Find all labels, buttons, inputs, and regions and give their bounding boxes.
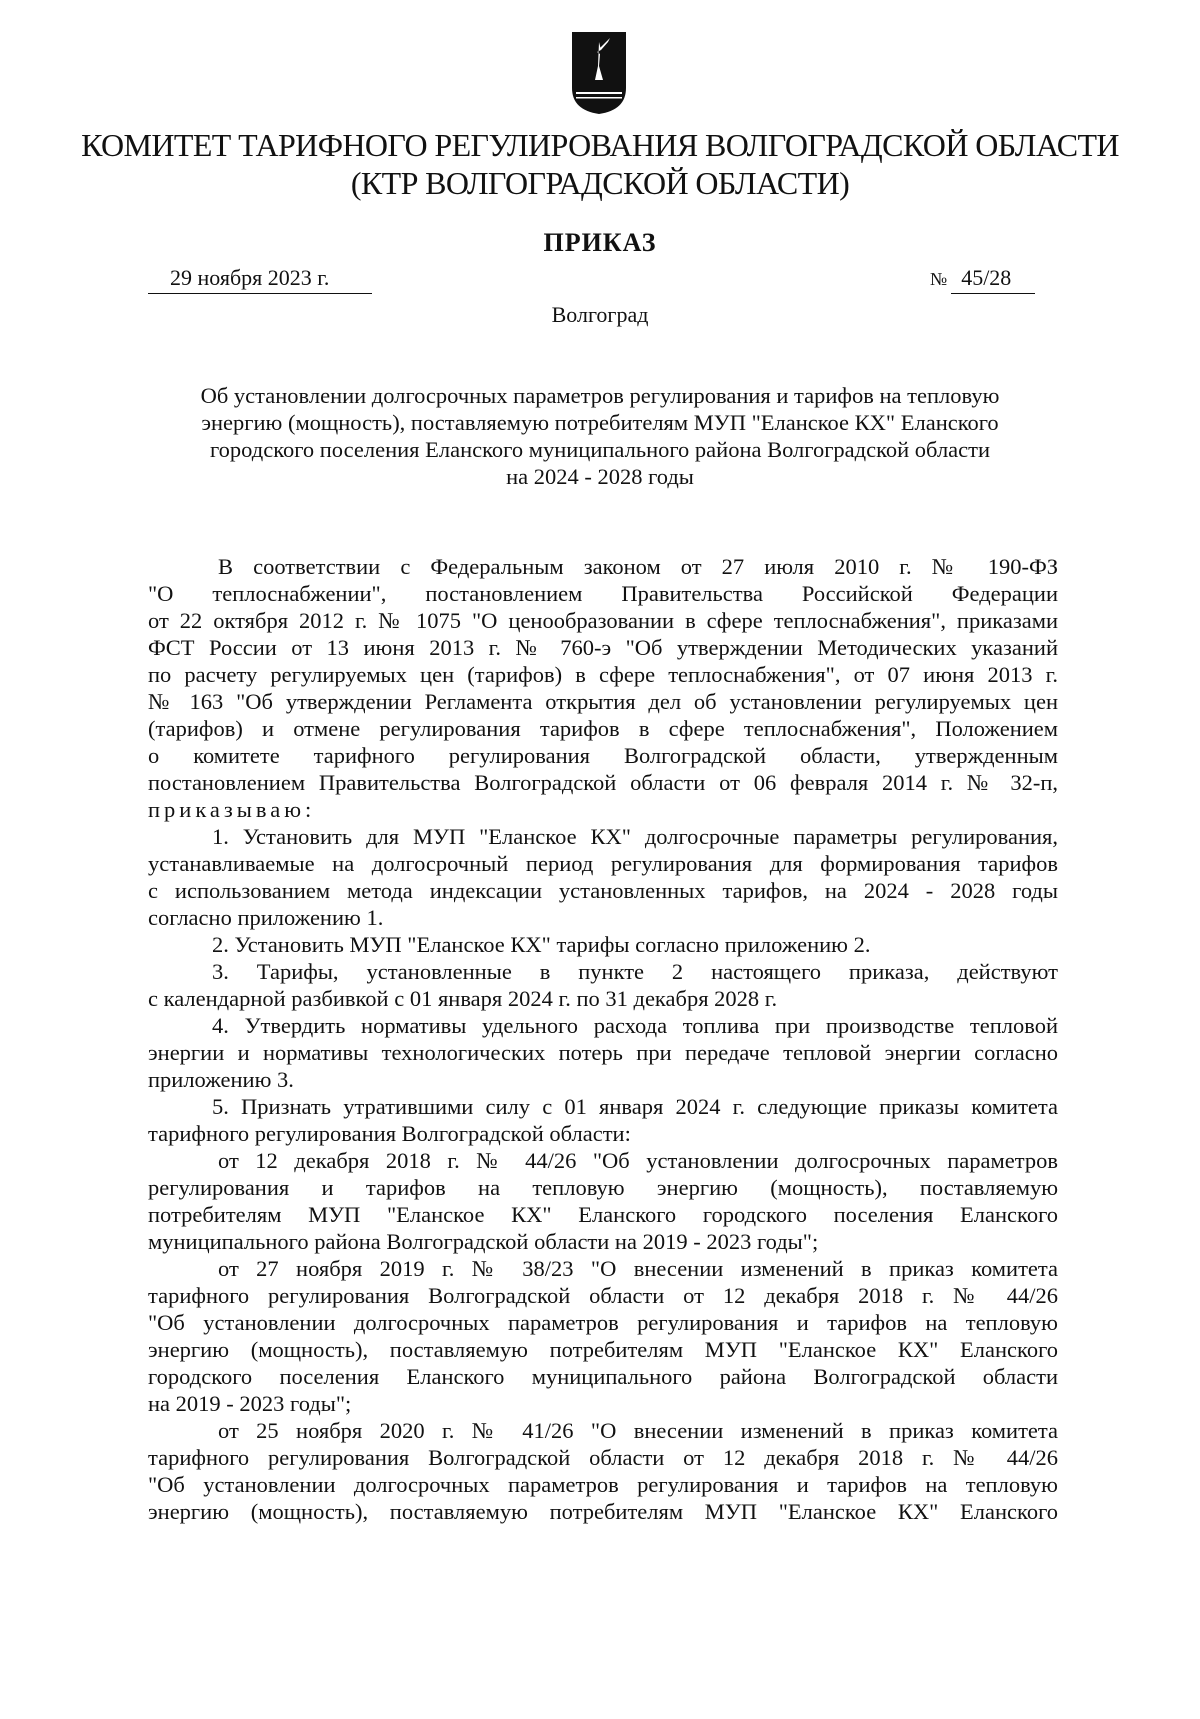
sub3-line: энергию (мощность), поставляемую потребителям МУП "Еланское КХ" Еланского bbox=[148, 1499, 1058, 1524]
order-number: 45/28 bbox=[951, 265, 1035, 294]
order-body bbox=[148, 553, 1058, 1525]
order-city: Волгоград bbox=[551, 302, 649, 327]
preamble-line: от 22 октября 2012 г. № 1075 "О ценообразовании в сфере теплоснабжения", приказами bbox=[148, 608, 1058, 633]
title-line: на 2024 - 2028 годы bbox=[506, 464, 694, 489]
preamble-line: В соответствии с Федеральным законом от 27 июля 2010 г. № 190-ФЗ bbox=[218, 554, 1058, 579]
title-line: энергию (мощность), поставляемую потребителям МУП "Еланское КХ" Еланского bbox=[201, 410, 999, 435]
item5-line: тарифного регулирования Волгоградской области: bbox=[148, 1121, 631, 1146]
sub2-line: от 27 ноября 2019 г. № 38/23 "О внесении изменений в приказ комитета bbox=[218, 1256, 1058, 1281]
order-date: 29 ноября 2023 г. bbox=[148, 265, 372, 294]
sub2-line: "Об установлении долгосрочных параметров регулирования и тарифов на тепловую bbox=[148, 1310, 1058, 1335]
item3-line: 3. Тарифы, установленные в пункте 2 настоящего приказа, действуют bbox=[212, 959, 1058, 984]
item1-line: с использованием метода индексации установленных тарифов, на 2024 - 2028 годы bbox=[148, 878, 1058, 903]
sub1-line: регулирования и тарифов на тепловую энергию (мощность), поставляемую bbox=[148, 1175, 1058, 1200]
preamble-line: № 163 "Об утверждении Регламента открытия дел об установлении регулируемых цен bbox=[148, 689, 1058, 714]
item3-line: с календарной разбивкой с 01 января 2024 г. по 31 декабря 2028 г. bbox=[148, 986, 778, 1011]
number-sign: № bbox=[930, 269, 948, 289]
preamble-line: "О теплоснабжении", постановлением Правительства Российской Федерации bbox=[148, 581, 1058, 606]
item1-line: согласно приложению 1. bbox=[148, 905, 384, 930]
sub3-line: от 25 ноября 2020 г. № 41/26 "О внесении изменений в приказ комитета bbox=[218, 1418, 1058, 1443]
volgograd-coat-of-arms-icon bbox=[570, 30, 628, 116]
item1-line: устанавливаемые на долгосрочный период регулирования для формирования тарифов bbox=[148, 851, 1058, 876]
sub2-line: тарифного регулирования Волгоградской области от 12 декабря 2018 г. № 44/26 bbox=[148, 1283, 1058, 1308]
item2-line: 2. Установить МУП "Еланское КХ" тарифы согласно приложению 2. bbox=[212, 932, 871, 957]
sub1-line: от 12 декабря 2018 г. № 44/26 "Об установлении долгосрочных параметров bbox=[218, 1148, 1058, 1173]
order-title bbox=[150, 382, 1050, 490]
preamble-line: по расчету регулируемых цен (тарифов) в сфере теплоснабжения", от 07 июня 2013 г. bbox=[148, 662, 1058, 687]
preamble-line: постановлением Правительства Волгоградской области от 06 февраля 2014 г. № 32-п, bbox=[148, 770, 1058, 795]
sub2-line: городского поселения Еланского муниципального района Волгоградской области bbox=[148, 1364, 1058, 1389]
document-type: ПРИКАЗ bbox=[543, 228, 657, 257]
sub2-line: на 2019 - 2023 годы"; bbox=[148, 1391, 352, 1416]
sub1-line: муниципального района Волгоградской области на 2019 - 2023 годы"; bbox=[148, 1229, 819, 1254]
sub3-line: тарифного регулирования Волгоградской области от 12 декабря 2018 г. № 44/26 bbox=[148, 1445, 1058, 1470]
order-number-block bbox=[930, 265, 1035, 294]
item4-line: приложению 3. bbox=[148, 1067, 294, 1092]
sub3-line: "Об установлении долгосрочных параметров регулирования и тарифов на тепловую bbox=[148, 1472, 1058, 1497]
order-word: приказываю: bbox=[148, 797, 316, 822]
preamble-line: (тарифов) и отмене регулирования тарифов в сфере теплоснабжения", Положением bbox=[148, 716, 1058, 741]
org-name-line1: КОМИТЕТ ТАРИФНОГО РЕГУЛИРОВАНИЯ ВОЛГОГРАДСКОЙ ОБЛАСТИ bbox=[81, 127, 1119, 163]
org-name-line2: (КТР ВОЛГОГРАДСКОЙ ОБЛАСТИ) bbox=[350, 165, 850, 201]
item5-line: 5. Признать утратившими силу с 01 января 2024 г. следующие приказы комитета bbox=[212, 1094, 1058, 1119]
title-line: Об установлении долгосрочных параметров регулирования и тарифов на тепловую bbox=[200, 383, 1000, 408]
sub1-line: потребителям МУП "Еланское КХ" Еланского городского поселения Еланского bbox=[148, 1202, 1058, 1227]
preamble-line: о комитете тарифного регулирования Волгоградской области, утвержденным bbox=[148, 743, 1058, 768]
item4-line: 4. Утвердить нормативы удельного расхода топлива при производстве тепловой bbox=[212, 1013, 1058, 1038]
title-line: городского поселения Еланского муниципального района Волгоградской области bbox=[209, 437, 991, 462]
item4-line: энергии и нормативы технологических потерь при передаче тепловой энергии согласно bbox=[148, 1040, 1058, 1065]
item1-line: 1. Установить для МУП "Еланское КХ" долгосрочные параметры регулирования, bbox=[212, 824, 1058, 849]
preamble-line: ФСТ России от 13 июня 2013 г. № 760-э "Об утверждении Методических указаний bbox=[148, 635, 1058, 660]
sub2-line: энергию (мощность), поставляемую потребителям МУП "Еланское КХ" Еланского bbox=[148, 1337, 1058, 1362]
